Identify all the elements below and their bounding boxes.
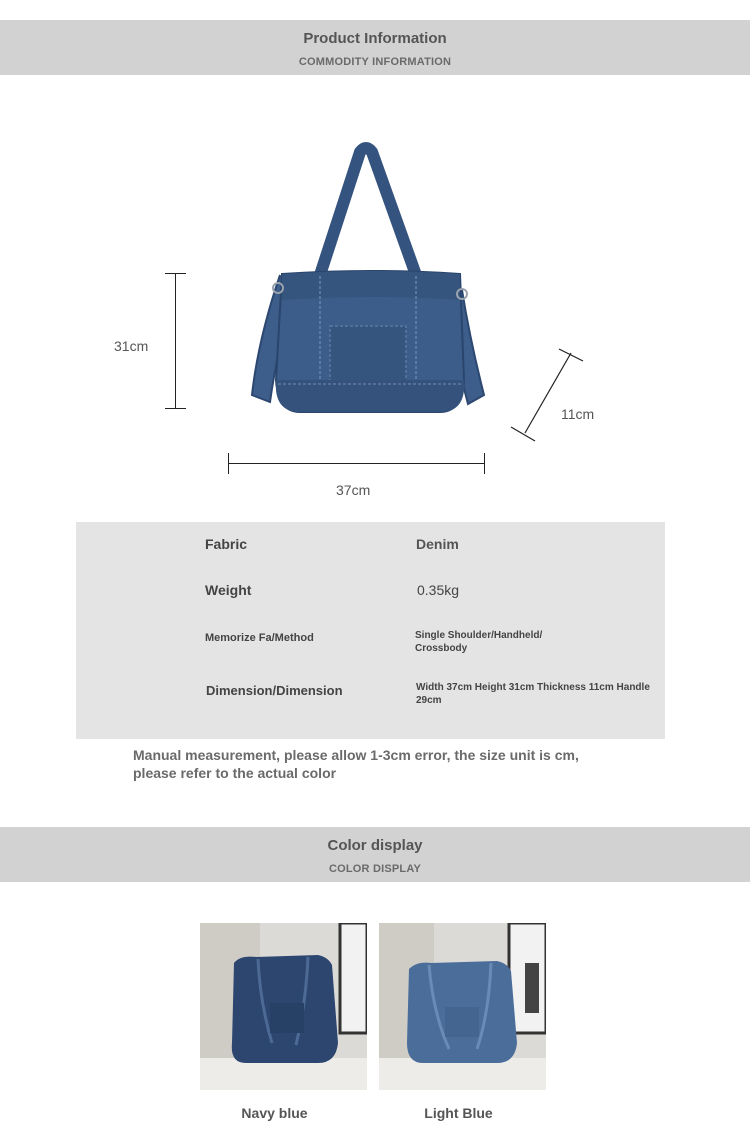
width-dimension-line <box>228 463 485 464</box>
height-label: 31cm <box>114 338 149 354</box>
color-display-banner <box>0 827 750 882</box>
color-label-navy-blue: Navy blue <box>241 1105 308 1121</box>
measurement-note-line2: please refer to the actual color <box>133 765 337 781</box>
height-dimension-line <box>175 273 176 408</box>
spec-key-dimension: Dimension/Dimension <box>206 683 343 698</box>
swatch-navy-blue[interactable] <box>200 923 367 1090</box>
width-dimension-cap-right <box>484 453 485 474</box>
bag-handle <box>320 148 416 275</box>
navy-bag-photo <box>200 923 367 1090</box>
product-info-banner <box>0 20 750 75</box>
swatch-light-blue[interactable] <box>379 923 546 1090</box>
measurement-note-line1: Manual measurement, please allow 1-3cm error, the size unit is cm, <box>133 747 579 763</box>
spec-key-method: Memorize Fa/Method <box>205 632 314 644</box>
color-display-subtitle: COLOR DISPLAY <box>328 863 422 875</box>
spec-key-weight: Weight <box>205 582 252 598</box>
spec-value-method-line2: Crossbody <box>415 643 468 654</box>
bag-bottom-band <box>276 380 464 412</box>
bag-top-band <box>282 271 460 300</box>
spec-value-method <box>415 629 542 655</box>
height-dimension-cap-bottom <box>165 408 186 409</box>
spec-value-dimension-line1: Width 37cm Height 31cm Thickness 11cm Handle <box>416 682 650 693</box>
spec-value-fabric: Denim <box>416 536 459 552</box>
spec-key-fabric: Fabric <box>205 536 248 552</box>
spec-table <box>76 522 665 739</box>
spec-value-weight: 0.35kg <box>417 582 460 598</box>
product-info-subtitle: COMMODITY INFORMATION <box>298 56 452 68</box>
measurement-note <box>133 746 603 782</box>
width-label: 37cm <box>336 482 371 498</box>
bag-pocket <box>330 326 406 388</box>
height-dimension-cap-top <box>165 273 186 274</box>
product-info-title: Product Information <box>303 30 447 47</box>
spec-value-dimension-line2: 29cm <box>416 695 442 706</box>
color-label-light-blue: Light Blue <box>424 1105 493 1121</box>
width-dimension-cap-left <box>228 453 229 474</box>
depth-dimension-line <box>505 345 590 445</box>
color-display-title: Color display <box>327 837 423 854</box>
light-blue-bag-photo <box>379 923 546 1090</box>
depth-label: 11cm <box>561 406 595 422</box>
spec-value-method-line1: Single Shoulder/Handheld/ <box>415 630 543 641</box>
tote-bag-illustration <box>240 140 500 425</box>
spec-value-dimension <box>416 681 661 707</box>
